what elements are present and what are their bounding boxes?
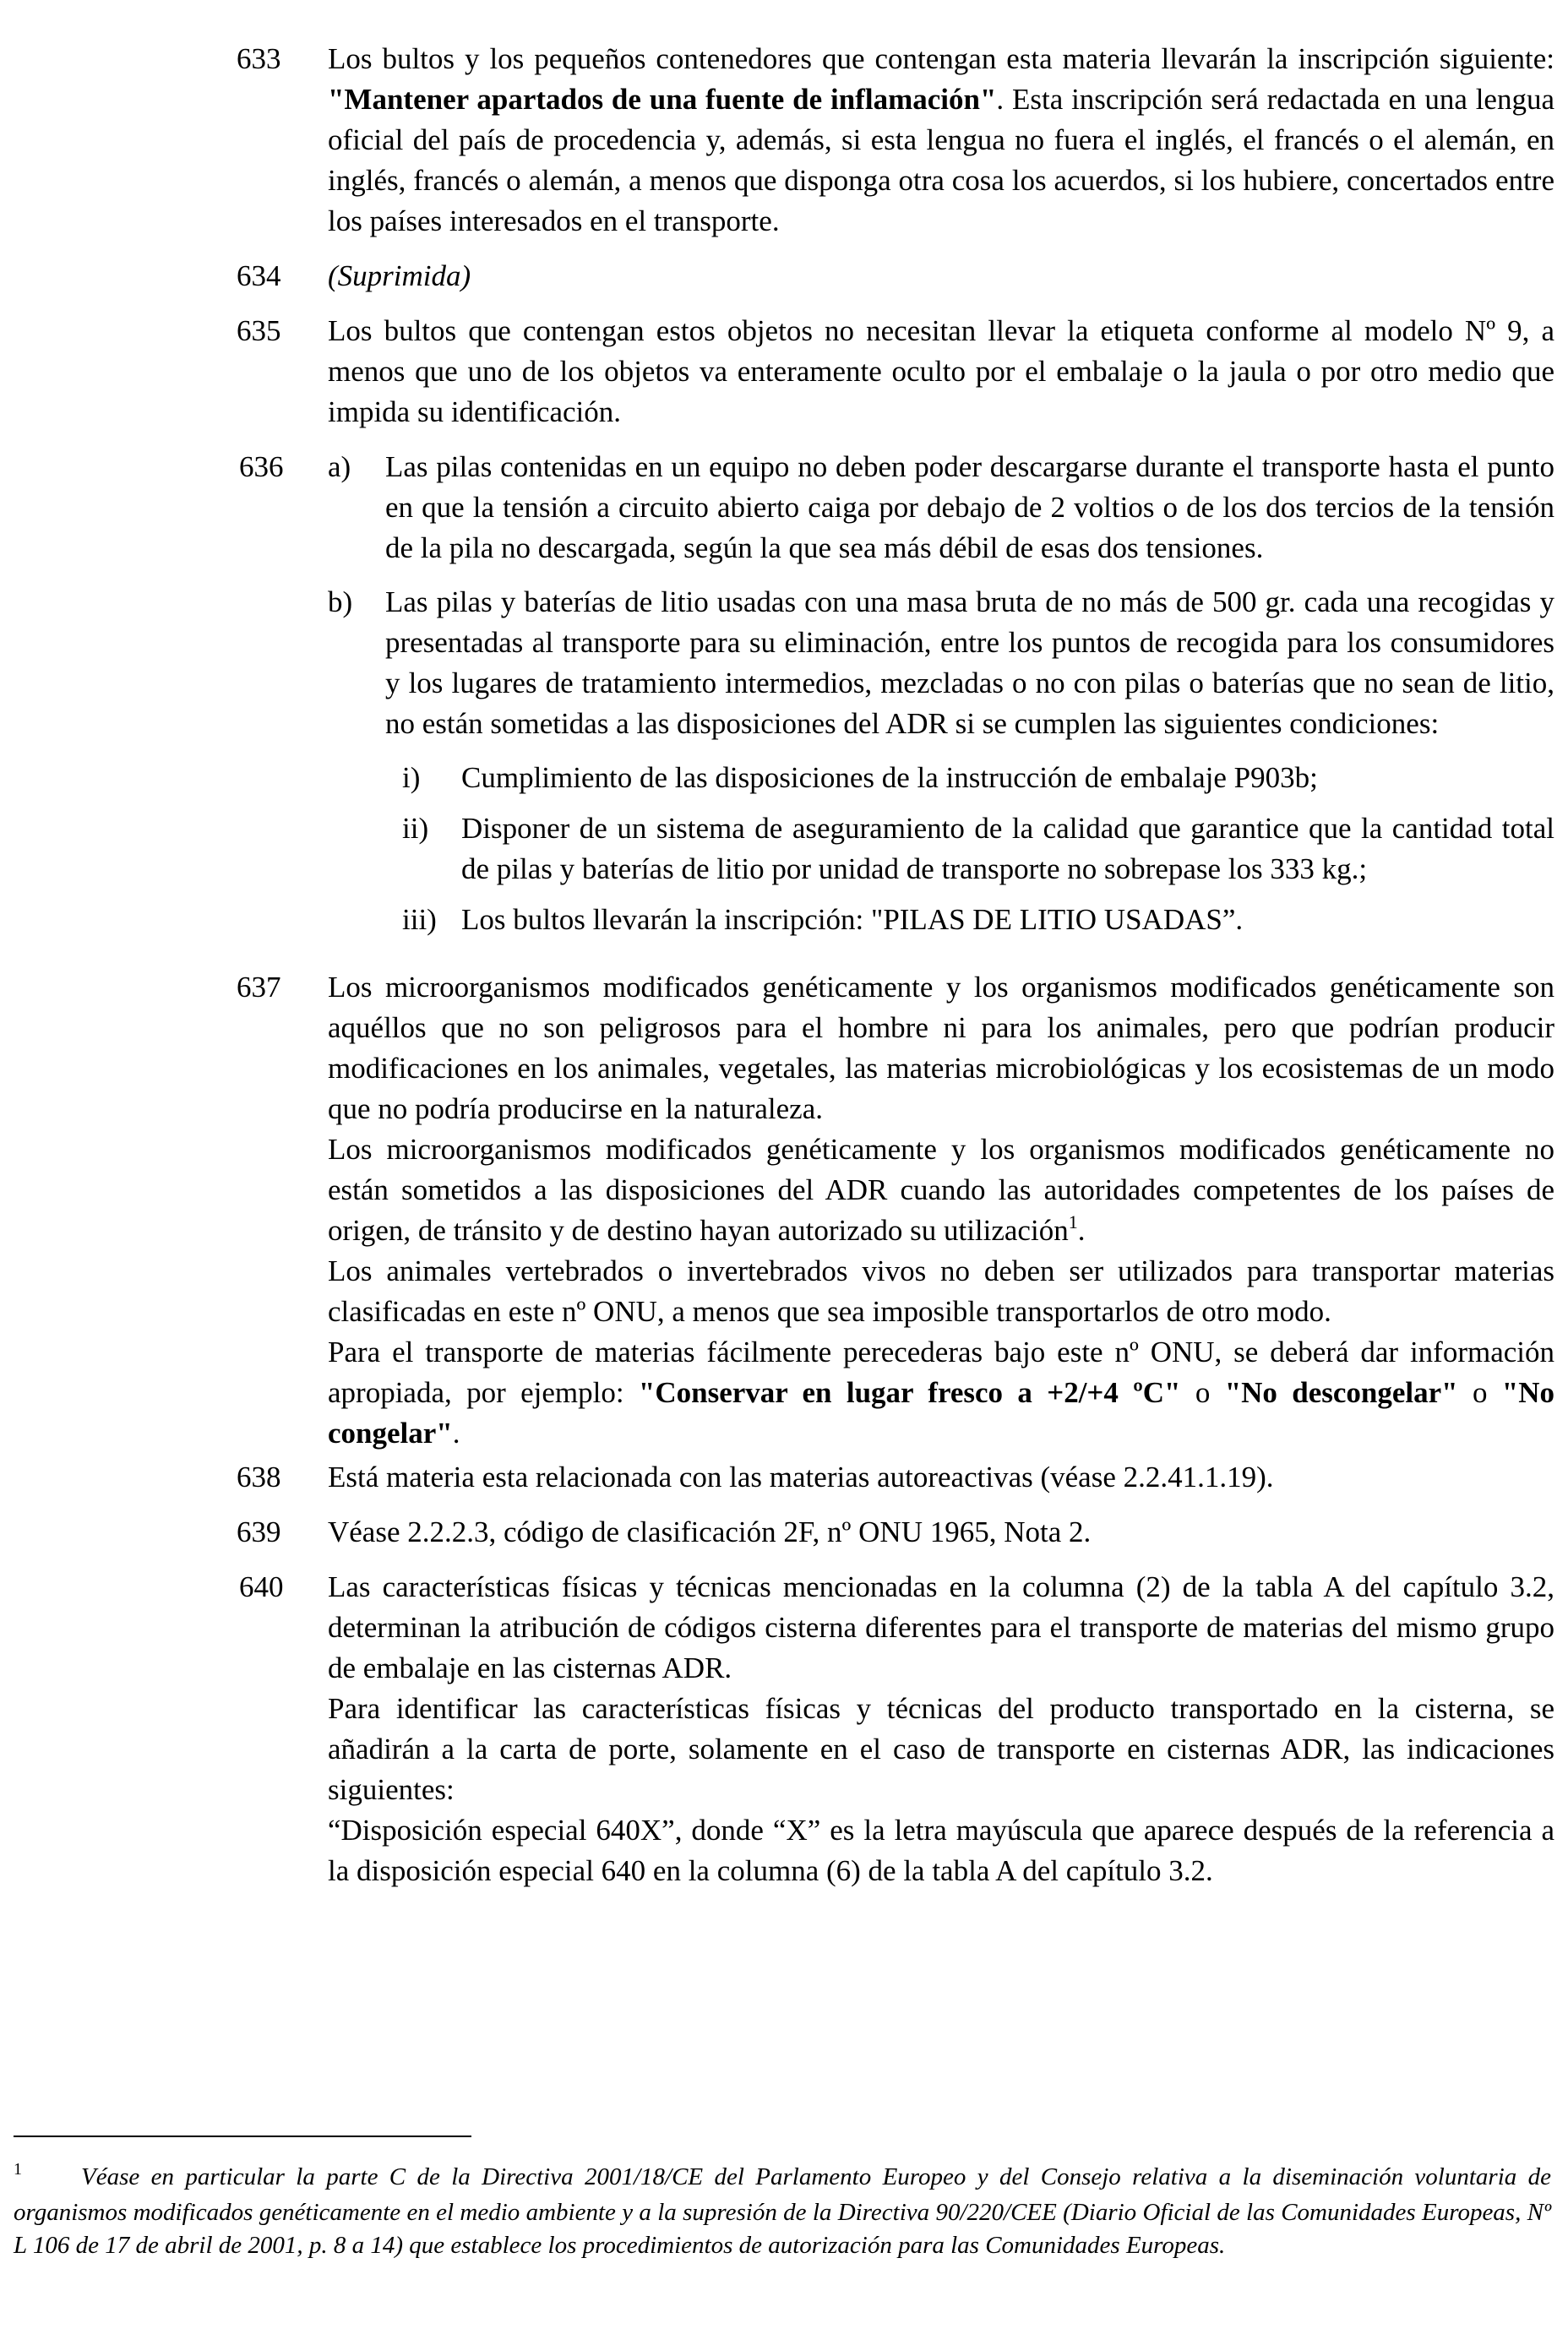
provision-number: 635 [237, 314, 281, 347]
provision-text: (Suprimida) [328, 259, 471, 292]
provision-number: 633 [237, 42, 281, 75]
sub-item-text: Las pilas y baterías de litio usadas con una masa bruta de no más de 500 gr. cada una recogidas y presentadas al transporte para su eliminación, entre los puntos de recogida para los consumidores y los lugares de tratamiento intermedios, mezcladas o no con pilas o baterías que no sean de litio, no están sometidas a las disposiciones del ADR si se cumplen las siguientes condiciones: [385, 585, 1554, 740]
condition-text: Los bultos llevarán la inscripción: "PILAS DE LITIO USADAS”. [461, 903, 1244, 936]
condition-i [385, 758, 1554, 798]
condition-label: i) [402, 761, 421, 794]
sub-item-a [328, 447, 1554, 569]
provision-paragraph: Para identificar las características físicas y técnicas del producto transportado en la cisterna, se añadirán a la carta de porte, solamente en el caso de transporte en cisternas ADR, las indicaciones siguientes: [328, 1692, 1554, 1806]
provision-paragraph: Los animales vertebrados o invertebrados vivos no deben ser utilizados para transportar materias clasificadas en este nº ONU, a menos que sea imposible transportarlos de otro modo. [328, 1254, 1554, 1328]
sub-item-b [328, 582, 1554, 950]
provision-paragraph: Los microorganismos modificados genéticamente y los organismos modificados genéticamente no están sometidos a las disposiciones del ADR cuando las autoridades competentes de los países de origen, de tránsito y de destino hayan autorizado su utilización$^1$. [328, 1133, 1554, 1247]
provision-634 [237, 256, 1554, 297]
condition-label: ii) [402, 812, 429, 845]
provision-number: 640 [239, 1570, 284, 1603]
conditions-list [385, 758, 1554, 940]
provision-638 [237, 1457, 1554, 1498]
provision-635 [237, 311, 1554, 433]
provision-639 [237, 1512, 1554, 1553]
provision-paragraph: Las características físicas y técnicas mencionadas en la columna (2) de la tabla A del capítulo 3.2, determinan la atribución de códigos cisterna diferentes para el transporte de materias del mismo grupo de embalaje en las cisternas ADR. [328, 1570, 1554, 1684]
footnote-reference[interactable]: 1 [1068, 1211, 1078, 1232]
condition-text: Disponer de un sistema de aseguramiento de la calidad que garantice que la cantidad total de pilas y baterías de litio por unidad de transporte no sobrepase los 333 kg.; [461, 812, 1554, 885]
sub-item-text: Las pilas contenidas en un equipo no deben poder descargarse durante el transporte hasta el punto en que la tensión a circuito abierto caiga por debajo de 2 voltios o de los dos tercios de la tensión de la pila no descargada, según la que sea más débil de esas dos tensiones. [385, 450, 1554, 564]
provision-text: Los bultos y los pequeños contenedores que contengan esta materia llevarán la inscripción siguiente: "Mantener apartados de una fuente de inflamación". Esta inscripción será redactada en una lengua oficial del país de procedencia y, además, si esta lengua no fuera el inglés, el francés o el alemán, en inglés, francés o alemán, a menos que disponga otra cosa los acuerdos, si los hubiere, concertados entre los países interesados en el transporte. [328, 42, 1554, 237]
label-inscription: "Mantener apartados de una fuente de inflamación" [328, 83, 997, 116]
footnote-marker: 1 [14, 2160, 22, 2179]
provision-633 [237, 39, 1554, 242]
provision-text: Está materia esta relacionada con las materias autoreactivas (véase 2.2.41.1.19). [328, 1461, 1274, 1494]
special-provisions-list [237, 39, 1554, 1906]
provision-number: 636 [239, 450, 284, 483]
footnote-divider [14, 2136, 471, 2137]
provision-640 [237, 1567, 1554, 1891]
condition-iii [385, 900, 1554, 940]
provision-637 [237, 967, 1554, 1454]
provision-number: 637 [237, 971, 281, 1004]
provision-text: Los bultos que contengan estos objetos no necesitan llevar la etiqueta conforme al modelo Nº 9, a menos que uno de los objetos va enteramente oculto por el embalaje o la jaula o por otro medio que impida su identificación. [328, 314, 1554, 428]
provision-number: 639 [237, 1515, 281, 1548]
provision-number: 634 [237, 259, 281, 292]
condition-label: iii) [402, 903, 437, 936]
footnote-text: Véase en particular la parte C de la Directiva 2001/18/CE del Parlamento Europeo y del Consejo relativa a la diseminación voluntaria de organismos modificados genéticamente en el medio ambiente y a la supresión de la Directiva 90/220/CEE (Diario Oficial de las Comunidades Europeas, Nº L 106 de 17 de abril de 2001, p. 8 a 14) que establece los procedimientos de autorización para las Comunidades Europeas. [14, 2163, 1551, 2259]
provision-paragraph: Para el transporte de materias fácilmente perecederas bajo este nº ONU, se deberá dar información apropiada, por ejemplo: "Conservar en lugar fresco a +2/+4 ºC" o "No descongelar" o "No congelar". [328, 1336, 1555, 1450]
provision-text: Véase 2.2.2.3, código de clasificación 2F, nº ONU 1965, Nota 2. [328, 1515, 1092, 1548]
provision-number: 638 [237, 1461, 281, 1494]
footnote [14, 2161, 1551, 2262]
provision-paragraph: “Disposición especial 640X”, donde “X” es la letra mayúscula que aparece después de la referencia a la disposición especial 640 en la columna (6) de la tabla A del capítulo 3.2. [328, 1814, 1554, 1887]
provision-636 [237, 447, 1554, 964]
condition-ii [385, 808, 1554, 890]
sub-item-label: a) [328, 450, 351, 483]
sub-item-label: b) [328, 585, 353, 618]
provision-paragraph: Los microorganismos modificados genéticamente y los organismos modificados genéticamente son aquéllos que no son peligrosos para el hombre ni para los animales, pero que podrían producir modificaciones en los animales, vegetales, las materias microbiológicas y los ecosistemas de un modo que no podría producirse en la naturaleza. [328, 971, 1554, 1125]
condition-text: Cumplimiento de las disposiciones de la instrucción de embalaje P903b; [461, 761, 1318, 794]
